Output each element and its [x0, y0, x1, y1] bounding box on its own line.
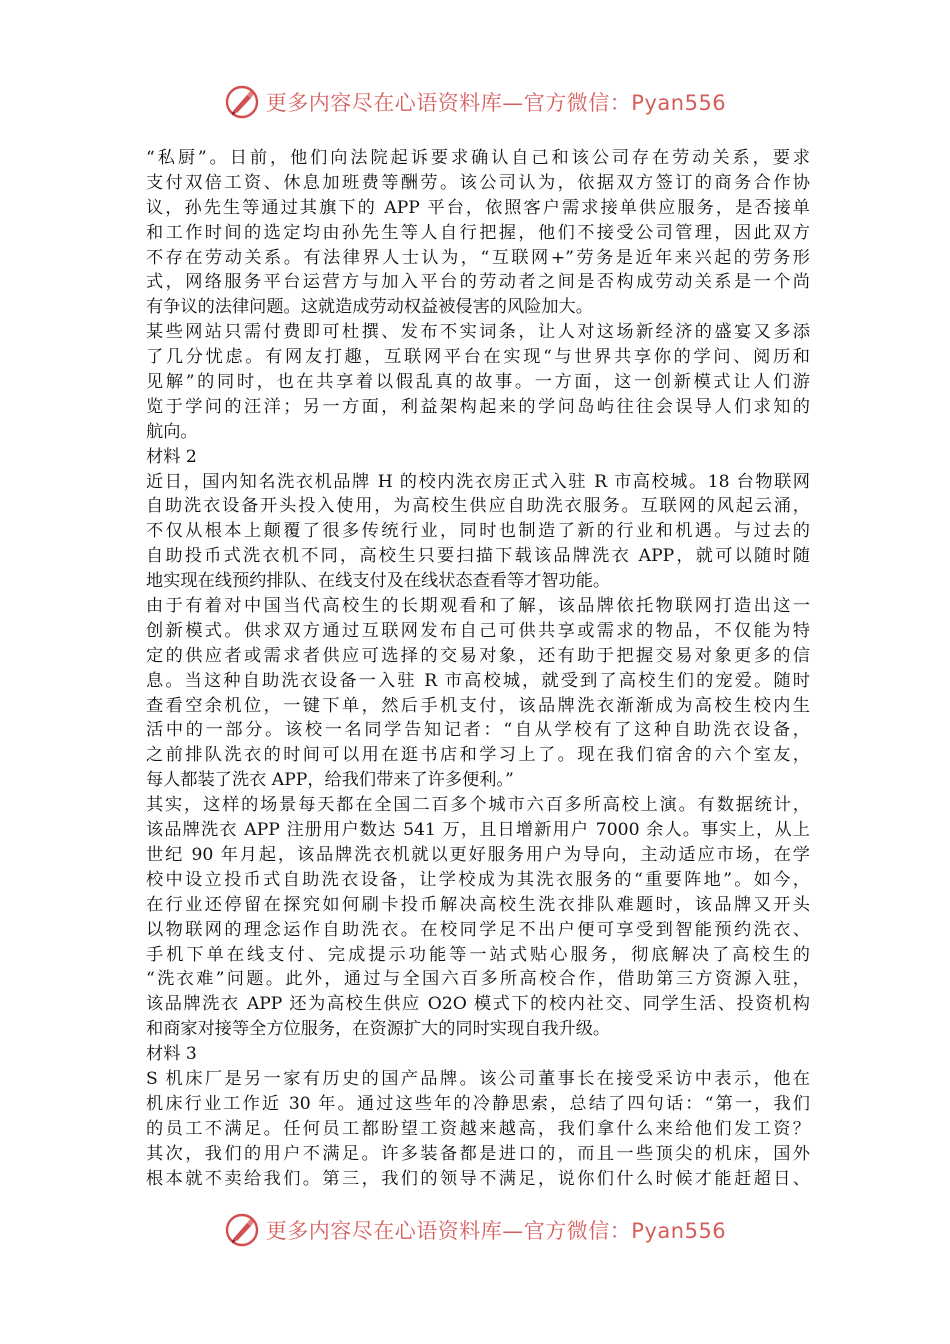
text-line: 航向。 — [146, 421, 198, 442]
text-line: 自助投币式洗衣机不同，高校生只要扫描下载该品牌洗衣 APP，就可以随时随 — [146, 546, 810, 567]
text-line: 息。当这种自助洗衣设备一入驻 R 市高校城，就受到了高校生们的宠爱。随时 — [146, 670, 810, 691]
text-line: 某些网站只需付费即可杜撰、发布不实词条，让人对这场新经济的盛宴又多添 — [146, 322, 810, 343]
header-watermark-text: 更多内容尽在心语资料库—官方微信：Pyan556 — [265, 91, 727, 115]
text-line: 根本就不卖给我们。第三，我们的领导不满足，说你们什么时候才能赶超日、 — [146, 1168, 810, 1189]
header-watermark — [0, 80, 950, 124]
text-line: 和工作时间的选定均由孙先生等人自行把握，他们不接受公司管理，因此双方 — [146, 222, 810, 243]
text-line: 由于有着对中国当代高校生的长期观看和了解，该品牌依托物联网打造出这一 — [146, 596, 810, 617]
text-line: 自助洗衣设备开头投入使用，为高校生供应自助洗衣服务。互联网的风起云涌， — [146, 496, 810, 517]
pen-logo-icon — [224, 84, 260, 120]
footer-watermark — [0, 1208, 950, 1252]
text-line: 议，孙先生等通过其旗下的 APP 平台，依照客户需求接单供应服务，是否接单 — [146, 197, 810, 218]
text-line: 近日，国内知名洗衣机品牌 H 的校内洗衣房正式入驻 R 市高校城。18 台物联网 — [146, 471, 810, 492]
text-line: 该品牌洗衣 APP 注册用户数达 541 万，且日增新用户 7000 余人。事实上，从上 — [146, 820, 810, 841]
text-line: 其次，我们的用户不满足。许多装备都是进口的，而且一些顶尖的机床，国外 — [146, 1143, 810, 1164]
text-line: 了几分忧虑。有网友打趣，互联网平台在实现“与世界共享你的学问、阅历和 — [146, 347, 810, 368]
text-line: 之前排队洗衣的时间可以用在逛书店和学习上了。现在我们宿舍的六个室友， — [146, 745, 810, 766]
text-line: 见解”的同时，也在共享着以假乱真的故事。一方面，这一创新模式让人们游 — [146, 372, 810, 393]
text-line: 的员工不满足。任何员工都盼望工资越来越高，我们拿什么来给他们发工资？ — [146, 1118, 810, 1139]
text-line: “洗衣难”问题。此外，通过与全国六百多所高校合作，借助第三方资源入驻， — [146, 969, 810, 990]
text-line: 机床行业工作近 30 年。通过这些年的冷静思索，总结了四句话：“第一，我们 — [146, 1093, 810, 1114]
text-line: 查看空余机位，一键下单，然后手机支付，该品牌洗衣渐渐成为高校生校内生 — [146, 695, 810, 716]
document-body — [146, 146, 810, 1191]
text-line: 和商家对接等全方位服务，在资源扩大的同时实现自我升级。 — [146, 1019, 611, 1040]
text-line: S 机床厂是另一家有历史的国产品牌。该公司董事长在接受采访中表示，他在 — [146, 1068, 810, 1089]
text-line: 手机下单在线支付、完成提示功能等一站式贴心服务，彻底解决了高校生的 — [146, 944, 810, 965]
text-line: 式，网络服务平台运营方与加入平台的劳动者之间是否构成劳动关系是一个尚 — [146, 272, 810, 293]
text-line: 世纪 90 年月起，该品牌洗衣机就以更好服务用户为导向，主动适应市场，在学 — [146, 844, 810, 865]
text-line: 支付双倍工资、休息加班费等酬劳。该公司认为，依据双方签订的商务合作协 — [146, 172, 810, 193]
text-line: 材料 3 — [146, 1044, 197, 1065]
text-line: 以物联网的理念运作自助洗衣。在校同学足不出户便可享受到智能预约洗衣、 — [146, 919, 810, 940]
footer-watermark-text: 更多内容尽在心语资料库—官方微信：Pyan556 — [265, 1219, 727, 1243]
text-line: 活中的一部分。该校一名同学告知记者：“自从学校有了这种自助洗衣设备， — [146, 720, 810, 741]
text-line: 校中设立投币式自助洗衣设备，让学校成为其洗衣服务的“重要阵地”。如今， — [146, 869, 810, 890]
text-line: 其实，这样的场景每天都在全国二百多个城市六百多所高校上演。有数据统计， — [146, 795, 810, 816]
text-line: “私厨”。日前，他们向法院起诉要求确认自己和该公司存在劳动关系，要求 — [146, 148, 810, 168]
text-line: 不存在劳动关系。有法律界人士认为，“互联网+”劳务是近年来兴起的劳务形 — [146, 247, 810, 268]
text-line: 有争议的法律问题。这就造成劳动权益被侵害的风险加大。 — [146, 297, 593, 318]
text-line: 不仅从根本上颠覆了很多传统行业，同时也制造了新的行业和机遇。与过去的 — [146, 521, 810, 542]
text-line: 材料 2 — [146, 446, 197, 467]
text-line: 览于学问的汪洋；另一方面，利益架构起来的学问岛屿往往会误导人们求知的 — [146, 396, 810, 417]
text-line: 定的供应者或需求者供应可选择的交易对象，还有助于把握交易对象更多的信 — [146, 645, 810, 666]
text-line: 该品牌洗衣 APP 还为高校生供应 O2O 模式下的校内社交、同学生活、投资机构 — [146, 994, 810, 1015]
text-line: 创新模式。供求双方通过互联网发布自己可供共享或需求的物品，不仅能为特 — [146, 620, 810, 641]
pen-logo-icon — [224, 1212, 260, 1248]
text-line: 在行业还停留在探究如何刷卡投币解决高校生洗衣排队难题时，该品牌又开头 — [146, 894, 810, 915]
text-line: 地实现在线预约排队、在线支付及在线状态查看等才智功能。 — [146, 571, 611, 592]
text-line: 每人都装了洗衣 APP，给我们带来了许多便利。” — [146, 770, 514, 791]
